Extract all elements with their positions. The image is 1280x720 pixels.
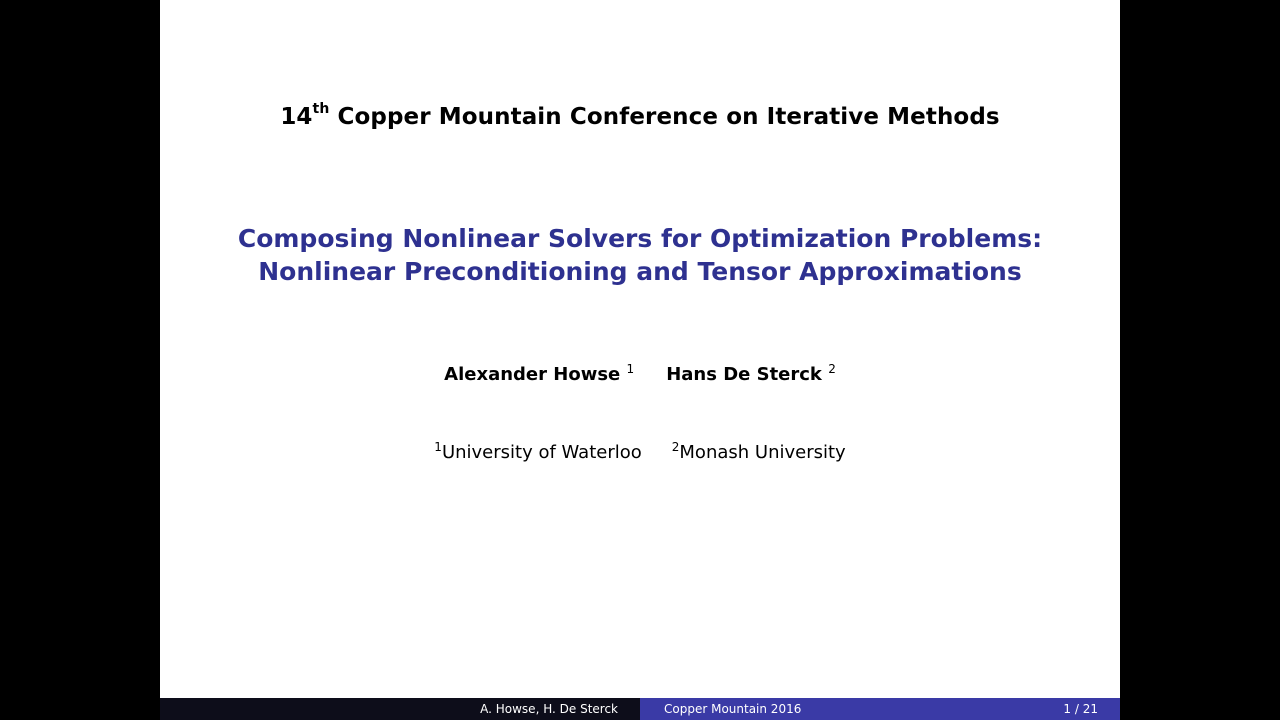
talk-title-line-2: Nonlinear Preconditioning and Tensor Approximations (258, 257, 1022, 286)
footer-authors: A. Howse, H. De Sterck (160, 698, 640, 720)
footer-event: Copper Mountain 2016 (664, 702, 802, 716)
conference-number: 14 (280, 104, 313, 130)
slide-footer (160, 698, 1120, 720)
author-affiliation-mark: 1 (626, 362, 635, 376)
talk-title (160, 222, 1120, 288)
affiliation (434, 442, 641, 463)
affiliation-mark: 2 (671, 440, 680, 454)
affiliation-name: University of Waterloo (441, 442, 642, 463)
author (666, 364, 836, 385)
author-affiliation-mark: 2 (828, 362, 836, 376)
conference-name: Copper Mountain Conference on Iterative Methods (337, 104, 1000, 130)
affiliation-mark: 1 (434, 440, 442, 454)
conference-title (160, 101, 1120, 130)
author-name: Alexander Howse (444, 364, 621, 385)
author-list (160, 364, 1120, 385)
affiliation-list (160, 442, 1120, 463)
footer-right (640, 698, 1120, 720)
conference-ordinal-suffix: th (312, 101, 330, 117)
affiliation (672, 442, 846, 463)
slide (160, 0, 1120, 720)
affiliation-name: Monash University (679, 442, 846, 463)
footer-page-number: 1 / 21 (1063, 702, 1098, 716)
author (444, 364, 634, 385)
author-name: Hans De Sterck (666, 364, 822, 385)
talk-title-line-1: Composing Nonlinear Solvers for Optimization Problems: (237, 224, 1043, 253)
